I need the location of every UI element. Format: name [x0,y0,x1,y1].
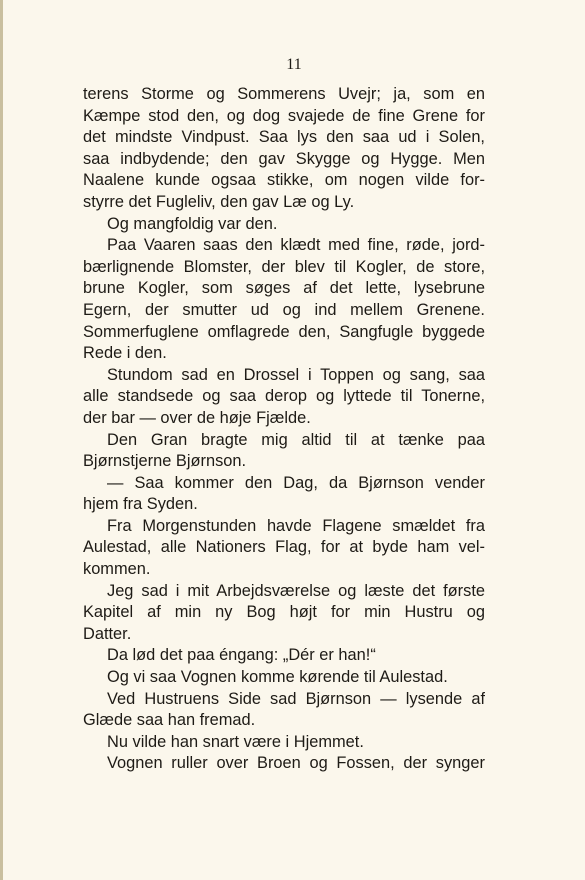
text-line: Fra Morgenstunden havde Flagene smældet fra [107,516,485,535]
text-line: Kæmpe stod den, og dog svajede de fine Grene for [83,106,485,125]
text-line: Naalene kunde ogsaa stikke, om nogen vilde for- [83,171,485,190]
text-line: Nu vilde han snart være i Hjemmet. [107,732,364,751]
text-line: styrre det Fugleliv, den gav Læ og Ly. [83,192,355,211]
text-line: Stundom sad en Drossel i Toppen og sang, saa [107,365,485,384]
text-line: bærlignende Blomster, der blev til Kogler, de store, [83,257,485,276]
text-line: Glæde saa han fremad. [83,711,256,730]
text-line: — Saa kommer den Dag, da Bjørnson vender [107,473,485,492]
text-line: Og mangfoldig var den. [107,214,278,233]
text-line: terens Storme og Sommerens Uvejr; ja, som en [83,85,485,103]
text-line: brune Kogler, som søges af det lette, lysebrune [83,279,485,298]
text-line: det mindste Vindpust. Saa lys den saa ud i Solen, [83,128,485,147]
text-line: Sommerfuglene omflagrede den, Sangfugle byggede [83,322,485,341]
text-line: Rede i den. [83,344,167,363]
text-line: Paa Vaaren saas den klædt med fine, røde, jord- [107,236,485,255]
text-line: hjem fra Syden. [83,495,198,514]
text-line: Datter. [83,624,132,643]
page-number: 11 [286,56,302,73]
text-line: alle standsede og saa derop og lyttede til Tonerne, [83,387,485,406]
body-text [83,84,485,775]
text-line: Aulestad, alle Nationers Flag, for at byde ham vel- [83,538,485,557]
text-line: Vognen ruller over Broen og Fossen, der synger [107,754,485,773]
text-line: Kapitel af min ny Bog højt for min Hustru og [83,603,485,622]
text-line: Den Gran bragte mig altid til at tænke paa [107,430,485,449]
text-line: Da lød det paa éngang: „Dér er han!“ [107,646,376,665]
text-line: Og vi saa Vognen komme kørende til Aulestad. [107,668,448,687]
text-line: Jeg sad i mit Arbejdsværelse og læste det første [107,581,485,600]
text-line: Ved Hustruens Side sad Bjørnson — lysende af [107,689,485,708]
text-line: der bar — over de høje Fjælde. [83,408,311,427]
text-line: Egern, der smutter ud og ind mellem Grenene. [83,300,485,319]
text-line: Bjørnstjerne Bjørnson. [83,452,247,471]
text-line: saa indbydende; den gav Skygge og Hygge. Men [83,149,485,168]
text-line: kommen. [83,560,151,579]
